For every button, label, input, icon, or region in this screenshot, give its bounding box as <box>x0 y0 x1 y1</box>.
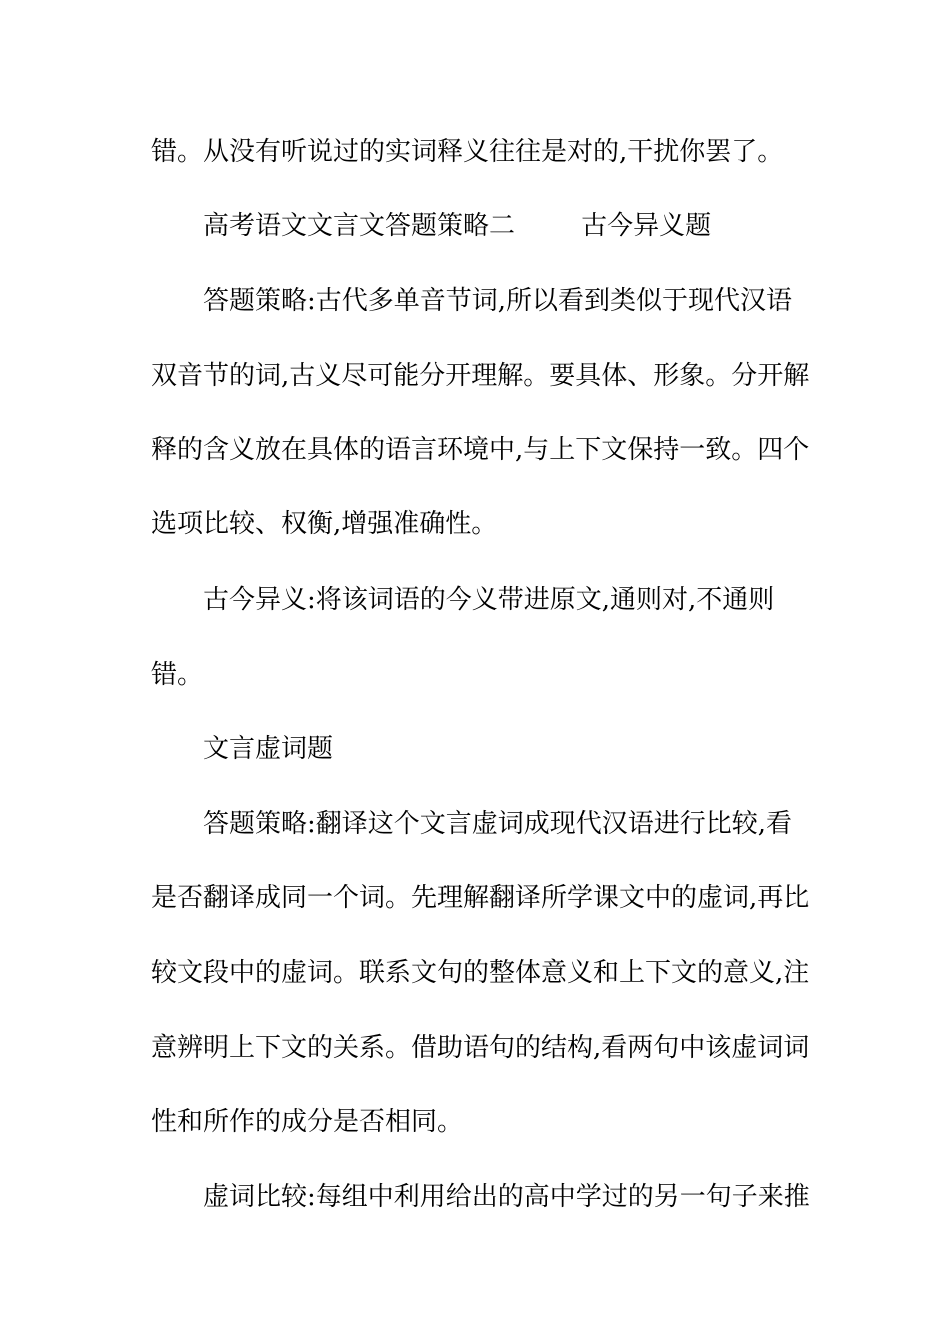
section-heading: 文言虚词题 <box>203 734 334 764</box>
text-line: 虚词比较:每组中利用给出的高中学过的另一句子来推 <box>203 1182 810 1212</box>
section-heading: 高考语文文言文答题策略二 古今异义题 <box>203 211 712 241</box>
text-line: 答题策略:古代多单音节词,所以看到类似于现代汉语 <box>203 286 793 316</box>
text-line: 是否翻译成同一个词。先理解翻译所学课文中的虚词,再比 <box>151 883 810 913</box>
text-line: 释的含义放在具体的语言环境中,与上下文保持一致。四个 <box>151 435 810 465</box>
text-line: 性和所作的成分是否相同。 <box>151 1107 464 1137</box>
text-line: 错。从没有听说过的实词释义往往是对的,干扰你罢了。 <box>151 137 784 167</box>
text-line: 意辨明上下文的关系。借助语句的结构,看两句中该虚词词 <box>151 1033 810 1063</box>
text-line: 选项比较、权衡,增强准确性。 <box>151 509 498 539</box>
text-line: 答题策略:翻译这个文言虚词成现代汉语进行比较,看 <box>203 809 793 839</box>
text-line: 错。 <box>151 660 204 690</box>
text-line: 古今异义:将该词语的今义带进原文,通则对,不通则 <box>203 585 775 615</box>
text-line: 较文段中的虚词。联系文句的整体意义和上下文的意义,注 <box>151 958 810 988</box>
text-line: 双音节的词,古义尽可能分开理解。要具体、形象。分开解 <box>151 361 810 391</box>
